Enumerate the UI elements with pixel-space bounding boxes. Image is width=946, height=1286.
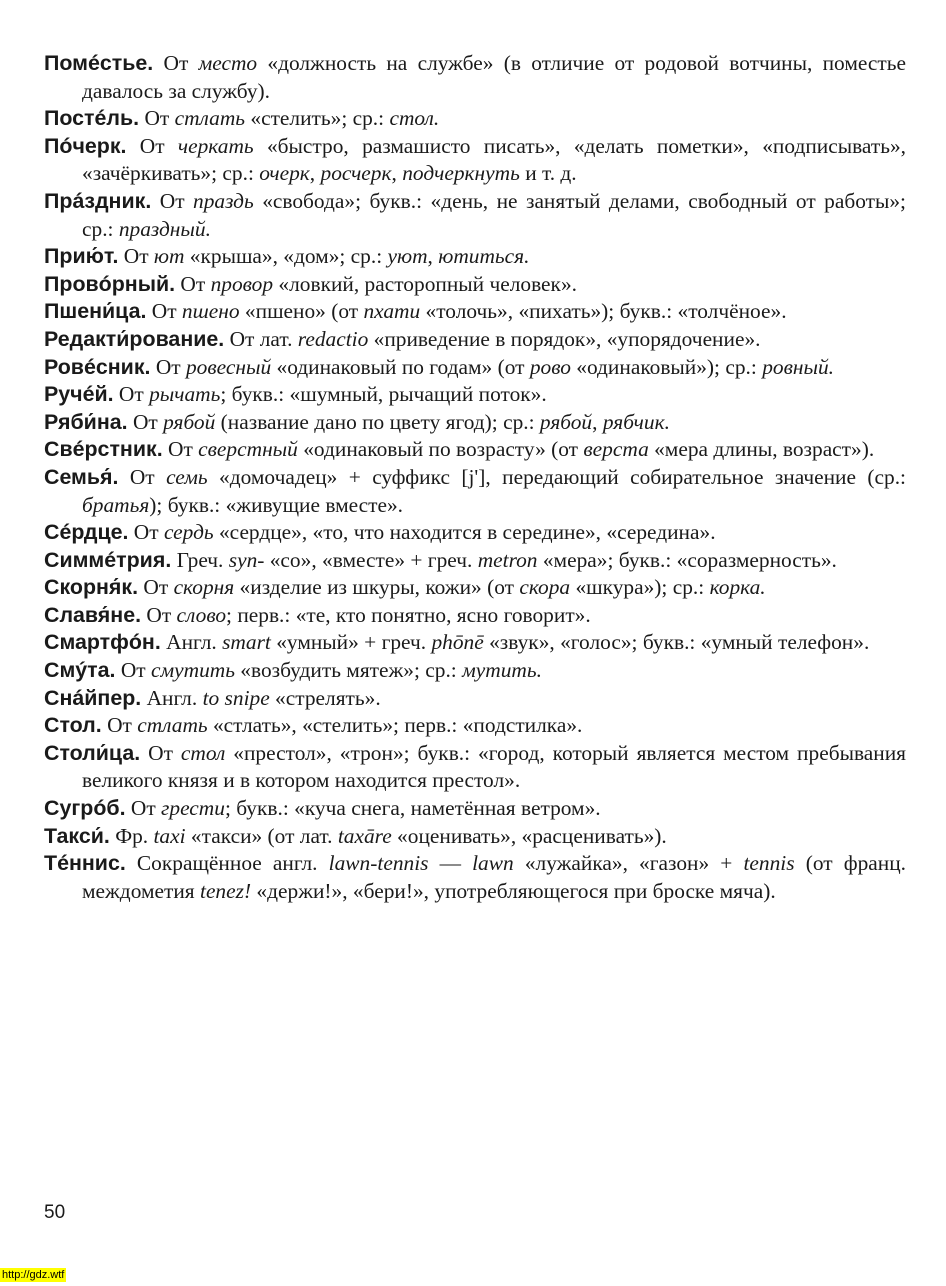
dictionary-entry: [44, 326, 906, 354]
italic-term: lawn: [472, 851, 514, 876]
entry-text: «толочь», «пихать»); букв.: «толчёное».: [420, 299, 787, 324]
entry-text: «должность на службе» (в отличие от родовой вотчины, поместье давалось за службу).: [82, 51, 906, 103]
entry-text: (от франц. междометия: [82, 851, 906, 903]
dictionary-entry: [44, 243, 906, 271]
italic-term: стлать: [137, 713, 208, 738]
entry-text: «мера»; букв.: «соразмерность».: [537, 547, 837, 572]
italic-term: to snipe: [202, 685, 270, 710]
italic-term: рябчик.: [602, 409, 670, 434]
italic-term: ровный.: [762, 354, 835, 379]
entry-text: «престол», «трон»; букв.: «город, который является местом пребывания великого князя и в котором находится престол».: [82, 740, 906, 793]
italic-term: redactio: [297, 326, 369, 351]
entry-text: От: [153, 51, 199, 75]
entry-headword: Пóчерк.: [44, 133, 127, 158]
entry-text: «возбудить мятеж»; ср.:: [234, 658, 463, 683]
entry-text: «домочадец» + суффикс [j'], передающий собирательное значение (ср.:: [207, 464, 906, 489]
entry-text: Англ.: [160, 630, 223, 655]
entry-text: От: [150, 354, 186, 379]
italic-term: tennis: [743, 851, 795, 876]
italic-term: праздь: [193, 188, 254, 213]
italic-term: скора: [519, 575, 571, 600]
italic-term: верста: [583, 437, 649, 462]
dictionary-entry: [44, 50, 906, 105]
dictionary-entry: [44, 712, 906, 740]
italic-term: phōnē: [431, 630, 484, 655]
italic-term: стол: [180, 740, 226, 765]
entry-text: «одинаковый по годам» (от: [271, 354, 530, 379]
dictionary-entry: [44, 740, 906, 795]
entry-text: «держи!», «бери!», употребляющегося при броске мяча).: [251, 878, 776, 903]
entry-text: и т. д.: [519, 161, 577, 186]
entry-text: От: [126, 133, 178, 158]
entry-text: От: [128, 520, 164, 545]
italic-term: стлать: [174, 106, 246, 131]
entry-text: ,: [309, 161, 321, 186]
italic-term: стол.: [389, 106, 440, 131]
entry-headword: Смýта.: [44, 658, 116, 683]
entry-text: «мера длины, возраст»).: [648, 437, 875, 462]
entry-text: ; букв.: «куча снега, наметённая ветром».: [224, 796, 601, 821]
italic-term: росчерк: [320, 161, 392, 186]
italic-term: taxi: [153, 823, 186, 848]
entry-headword: Семья́.: [44, 464, 119, 489]
italic-term: уют: [387, 244, 428, 269]
dictionary-entry: [44, 409, 906, 437]
italic-term: братья: [82, 492, 150, 517]
italic-term: место: [198, 51, 258, 75]
entry-text: ,: [391, 161, 403, 186]
entry-text: От: [118, 464, 167, 489]
dictionary-page: [44, 50, 906, 905]
entry-text: «пшено» (от: [239, 299, 364, 324]
entry-headword: Прию́т.: [44, 244, 119, 269]
dictionary-entry: [44, 850, 906, 905]
italic-term: ют: [153, 244, 185, 269]
entry-text: От: [125, 796, 162, 821]
entry-text: «быстро, размашисто писать», «делать пометки», «подписывать», «зачёркивать»; ср.:: [82, 133, 906, 186]
italic-term: lawn-tennis: [328, 851, 429, 876]
italic-term: подчеркнуть: [402, 161, 520, 186]
italic-term: смутить: [150, 658, 235, 683]
entry-text: «лужайка», «газон» +: [513, 851, 744, 876]
entry-headword: Столи́ца.: [44, 740, 141, 765]
italic-term: сверстный: [198, 437, 298, 462]
italic-term: слово: [176, 602, 227, 627]
dictionary-entry: [44, 436, 906, 464]
entry-text: «свобода»; букв.: «день, не занятый делами, свободный от работы»; ср.:: [82, 188, 906, 241]
entry-text: «шкура»); ср.:: [570, 575, 710, 600]
entry-text: От: [175, 271, 211, 296]
entry-text: ; букв.: «шумный, рычащий поток».: [220, 382, 547, 407]
entry-headword: Сугрóб.: [44, 796, 126, 821]
entry-text: «приведение в порядок», «упорядочение».: [368, 326, 761, 351]
italic-term: рябой: [163, 409, 216, 434]
entry-text: ,: [592, 409, 603, 434]
entry-headword: Свéрстник.: [44, 437, 163, 462]
dictionary-entry: [44, 574, 906, 602]
italic-term: рово: [529, 354, 571, 379]
entry-text: От: [139, 106, 175, 131]
dictionary-entry: [44, 354, 906, 382]
entry-headword: Стол.: [44, 713, 102, 738]
dictionary-entry: [44, 381, 906, 409]
entry-text: Сокращённое англ.: [125, 851, 329, 876]
italic-term: пхати: [363, 299, 421, 324]
italic-term: рычать: [149, 382, 221, 407]
italic-term: скорня: [173, 575, 235, 600]
dictionary-entry: [44, 298, 906, 326]
entry-text: «сердце», «то, что находится в середине», «середина».: [213, 520, 716, 545]
entry-text: От: [146, 299, 182, 324]
italic-term: мутить.: [462, 658, 542, 683]
dictionary-entry: [44, 188, 906, 243]
entry-text: «стелить»; ср.:: [245, 106, 390, 131]
entry-headword: Ряби́на.: [44, 409, 128, 434]
italic-term: праздный.: [118, 216, 211, 241]
italic-term: metron: [477, 547, 538, 572]
entry-headword: Тéннис.: [44, 851, 126, 876]
entry-text: От: [118, 244, 154, 269]
entry-headword: Ровéсник.: [44, 354, 151, 379]
dictionary-entry: [44, 464, 906, 519]
entry-headword: Провóрный.: [44, 271, 176, 296]
italic-term: рябой: [539, 409, 593, 434]
entry-text: От: [113, 382, 150, 407]
entry-text: От: [101, 713, 138, 738]
entry-text: От: [127, 409, 164, 434]
entry-text: Фр.: [109, 823, 154, 848]
entry-text: ,: [427, 244, 439, 269]
entry-text: «такси» (от лат.: [185, 823, 338, 848]
entry-headword: Симмéтрия.: [44, 547, 172, 572]
italic-term: семь: [166, 464, 208, 489]
entry-headword: Снáйпер.: [44, 685, 142, 710]
entry-text: «изделие из шкуры, кожи» (от: [234, 575, 520, 600]
italic-term: сердь: [163, 520, 214, 545]
entry-text: «крыша», «дом»; ср.:: [184, 244, 388, 269]
italic-term: tenez!: [200, 878, 252, 903]
italic-term: ютиться.: [438, 244, 530, 269]
entry-headword: Такси́.: [44, 823, 110, 848]
entry-text: ); букв.: «живущие вместе».: [149, 492, 404, 517]
entry-text: ; перв.: «те, кто понятно, ясно говорит».: [226, 602, 591, 627]
entry-text: «умный» + греч.: [270, 630, 432, 655]
entry-text: «стлать», «стелить»; перв.: «подстилка».: [207, 713, 583, 738]
entry-headword: Смартфóн.: [44, 630, 161, 655]
entry-text: Греч.: [171, 547, 229, 572]
entry-headword: Славя́не.: [44, 602, 142, 627]
entry-headword: Прáздник.: [44, 188, 152, 213]
entry-text: «одинаковый по возрасту» (от: [297, 437, 584, 462]
entry-headword: Постéль.: [44, 106, 140, 131]
italic-term: грести: [161, 796, 225, 821]
dictionary-entry: [44, 271, 906, 299]
entry-text: От: [140, 740, 181, 765]
entry-text: (название дано по цвету ягод); ср.:: [215, 409, 540, 434]
entry-headword: Помéстье.: [44, 51, 154, 75]
dictionary-entry: [44, 547, 906, 575]
italic-term: пшено: [181, 299, 240, 324]
italic-term: черкать: [177, 133, 254, 158]
entry-text: «одинаковый»); ср.:: [570, 354, 763, 379]
dictionary-entry: [44, 823, 906, 851]
entry-text: От лат.: [224, 326, 298, 351]
entry-text: От: [115, 658, 151, 683]
dictionary-entry: [44, 105, 906, 133]
entry-text: От: [162, 437, 199, 462]
entry-headword: Сéрдце.: [44, 520, 129, 545]
entry-text: Англ.: [141, 685, 203, 710]
italic-term: провор: [210, 271, 274, 296]
italic-term: syn-: [228, 547, 265, 572]
italic-term: очерк: [259, 161, 310, 186]
dictionary-entry: [44, 629, 906, 657]
entry-headword: Ручéй.: [44, 382, 114, 407]
entry-text: —: [428, 851, 473, 876]
italic-term: ровесный: [185, 354, 272, 379]
entry-text: «оценивать», «расценивать»).: [391, 823, 667, 848]
dictionary-entry: [44, 657, 906, 685]
page-number: 50: [44, 1202, 66, 1223]
dictionary-entry: [44, 519, 906, 547]
entry-text: От: [141, 602, 177, 627]
italic-term: корка.: [709, 575, 766, 600]
entry-text: От: [138, 575, 174, 600]
entry-text: «со», «вместе» + греч.: [264, 547, 478, 572]
italic-term: taxāre: [337, 823, 392, 848]
dictionary-entry: [44, 133, 906, 188]
entry-text: «звук», «голос»; букв.: «умный телефон».: [483, 630, 870, 655]
entry-text: От: [151, 188, 194, 213]
watermark-link[interactable]: http://gdz.wtf: [2, 1269, 65, 1281]
entry-text: «стрелять».: [269, 685, 381, 710]
entry-text: «ловкий, расторопный человек».: [273, 271, 577, 296]
entry-headword: Скорня́к.: [44, 575, 139, 600]
dictionary-entry: [44, 795, 906, 823]
entry-headword: Пшени́ца.: [44, 299, 147, 324]
dictionary-entry: [44, 685, 906, 713]
italic-term: smart: [222, 630, 271, 655]
entry-headword: Редакти́рование.: [44, 326, 225, 351]
dictionary-entry: [44, 602, 906, 630]
